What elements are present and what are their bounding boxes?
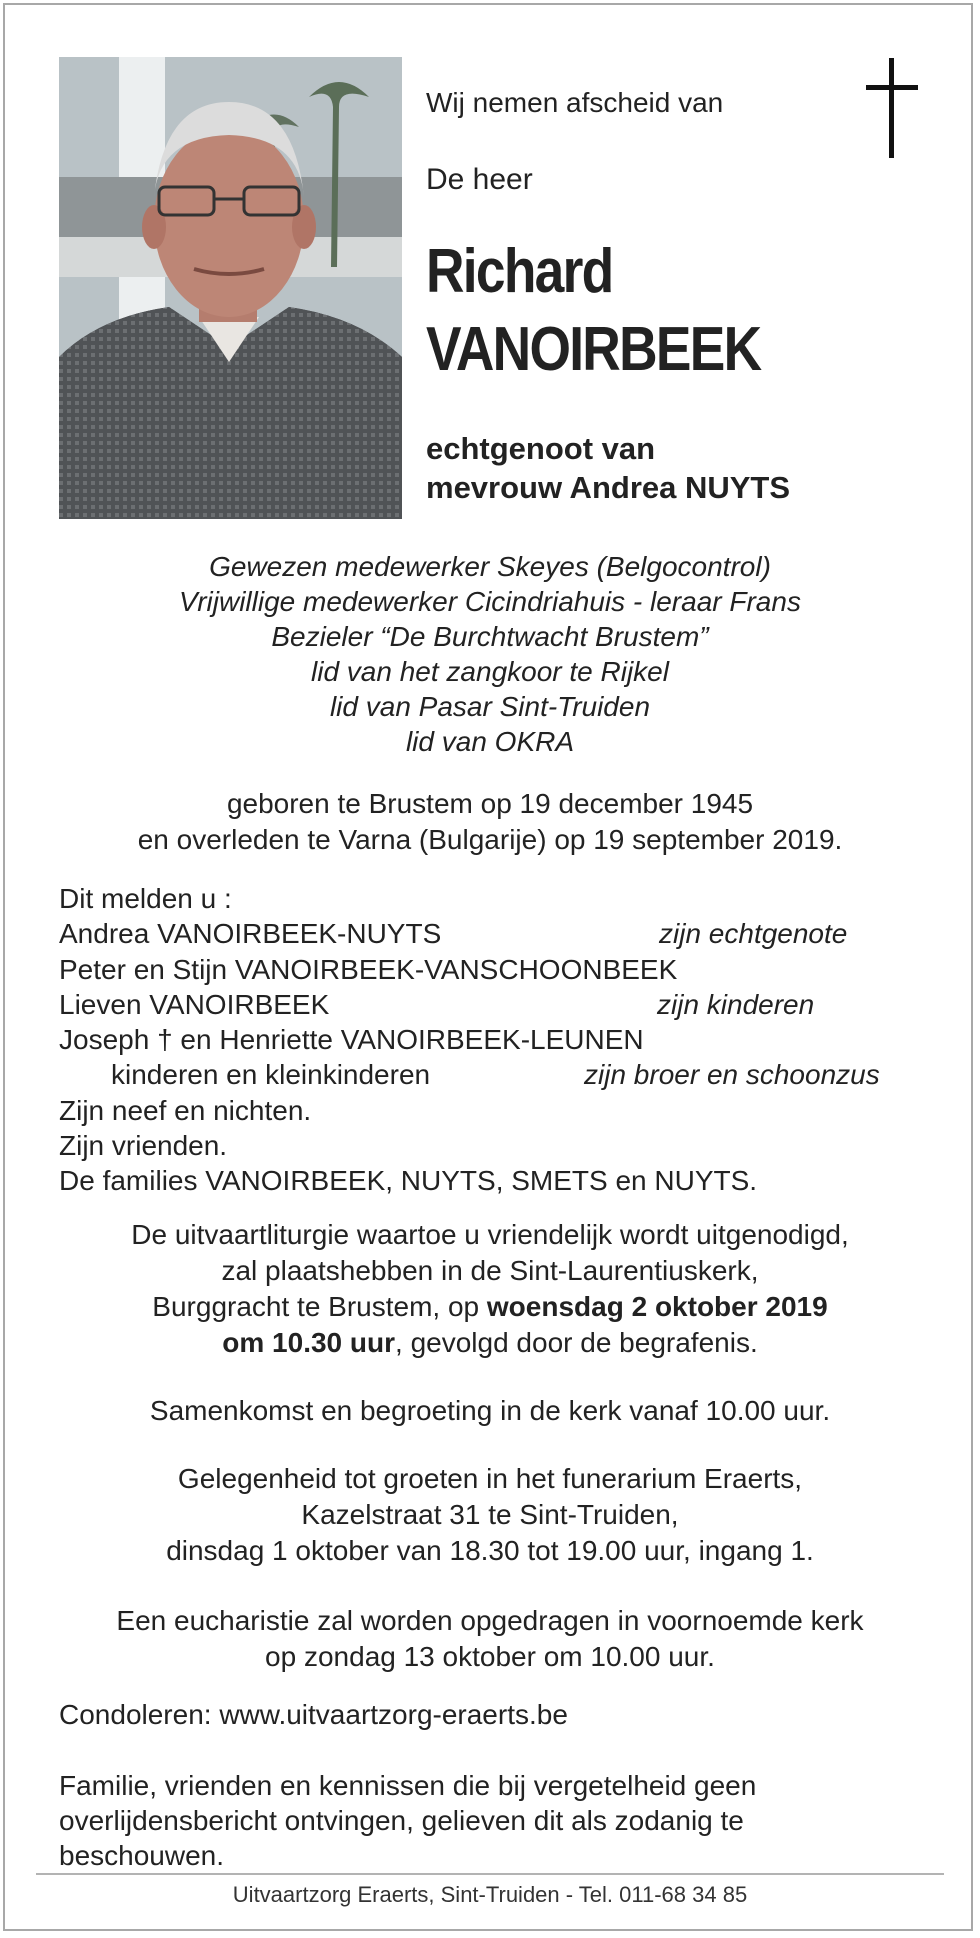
family-row: [59, 1022, 939, 1057]
funeral-date: woensdag 2 oktober 2019: [486, 1291, 828, 1322]
family-intro: Dit melden u :: [59, 883, 232, 914]
first-name: Richard: [426, 237, 613, 306]
visitation-line: Kazelstraat 31 te Sint-Truiden,: [301, 1499, 679, 1530]
family-row: [59, 952, 939, 987]
family-row: [59, 1093, 939, 1128]
funeral-time: om 10.30 uur: [222, 1327, 396, 1358]
spouse-info: [426, 429, 790, 507]
spouse-line-1: echtgenoot van: [426, 431, 656, 466]
funeral-location: Burggracht te Brustem, op: [152, 1291, 487, 1322]
condolences-link[interactable]: Condoleren: www.uitvaartzorg-eraerts.be: [59, 1699, 568, 1730]
visitation-info: [40, 1461, 940, 1569]
family-row: [59, 916, 939, 951]
family-row: [59, 1057, 939, 1092]
funeral-line-4: [40, 1325, 940, 1361]
visitation-line: dinsdag 1 oktober van 18.30 tot 19.00 uur, ingang 1.: [166, 1535, 814, 1566]
family-list: [59, 881, 939, 1199]
birth-line: geboren te Brustem op 19 december 1945: [226, 788, 754, 819]
role-line: Bezieler “De Burchtwacht Brustem”: [271, 621, 709, 652]
intro-text: Wij nemen afscheid van: [426, 87, 724, 118]
life-dates: [40, 786, 940, 858]
funeral-line-3: [40, 1289, 940, 1325]
family-relation: zijn kinderen: [657, 988, 815, 1020]
mass-line: Een eucharistie zal worden opgedragen in voornoemde kerk: [116, 1605, 864, 1636]
deceased-name: [426, 233, 760, 389]
notice-text: Familie, vrienden en kennissen die bij vergetelheid geen overlijdensbericht ontvingen, gelieven dit als zodanig te beschouwen.: [59, 1770, 757, 1871]
family-row: [59, 1128, 939, 1163]
honorific: De heer: [426, 163, 533, 196]
funeral-line-1: De uitvaartliturgie waartoe u vriendelijk wordt uitgenodigd,: [131, 1219, 849, 1250]
family-member: kinderen en kleinkinderen: [111, 1059, 431, 1091]
family-member: De families VANOIRBEEK, NUYTS, SMETS en NUYTS.: [59, 1165, 758, 1197]
family-member: Lieven VANOIRBEEK: [59, 988, 330, 1020]
family-member: Andrea VANOIRBEEK-NUYTS: [59, 918, 442, 950]
funeral-followup: , gevolgd door de begrafenis.: [395, 1327, 758, 1358]
family-row: [59, 1163, 939, 1198]
gathering-info: Samenkomst en begroeting in de kerk vanaf 10.00 uur.: [149, 1395, 831, 1426]
family-member: Zijn neef en nichten.: [59, 1094, 312, 1126]
family-member: Joseph † en Henriette VANOIRBEEK-LEUNEN: [59, 1024, 644, 1056]
mass-line: op zondag 13 oktober om 10.00 uur.: [265, 1641, 715, 1672]
role-line: Vrijwillige medewerker Cicindriahuis - leraar Frans: [179, 586, 801, 617]
role-line: Gewezen medewerker Skeyes (Belgocontrol): [209, 551, 771, 582]
footer-divider: [36, 1873, 944, 1875]
last-name: VANOIRBEEK: [426, 315, 761, 384]
funeral-info: [40, 1217, 940, 1361]
role-line: lid van het zangkoor te Rijkel: [311, 656, 669, 687]
visitation-line: Gelegenheid tot groeten in het funerarium Eraerts,: [177, 1463, 803, 1494]
family-row: [59, 987, 939, 1022]
portrait-photo: [59, 57, 402, 519]
death-line: en overleden te Varna (Bulgarije) op 19 september 2019.: [137, 824, 843, 855]
funeral-line-2: zal plaatshebben in de Sint-Laurentiuskerk,: [221, 1255, 759, 1286]
family-member: Zijn vrienden.: [59, 1130, 228, 1162]
family-relation: zijn echtgenote: [659, 918, 848, 950]
family-member: Peter en Stijn VANOIRBEEK-VANSCHOONBEEK: [59, 953, 678, 985]
role-line: lid van Pasar Sint-Truiden: [329, 691, 651, 722]
announcement-header: [426, 85, 946, 505]
spouse-line-2: mevrouw Andrea NUYTS: [426, 470, 791, 505]
mass-info: [40, 1603, 940, 1675]
role-line: lid van OKRA: [405, 726, 575, 757]
family-relation: zijn broer en schoonzus: [584, 1059, 880, 1091]
footer-text: Uitvaartzorg Eraerts, Sint-Truiden - Tel. 011-68 34 85: [232, 1882, 748, 1907]
roles-list: [40, 549, 940, 759]
